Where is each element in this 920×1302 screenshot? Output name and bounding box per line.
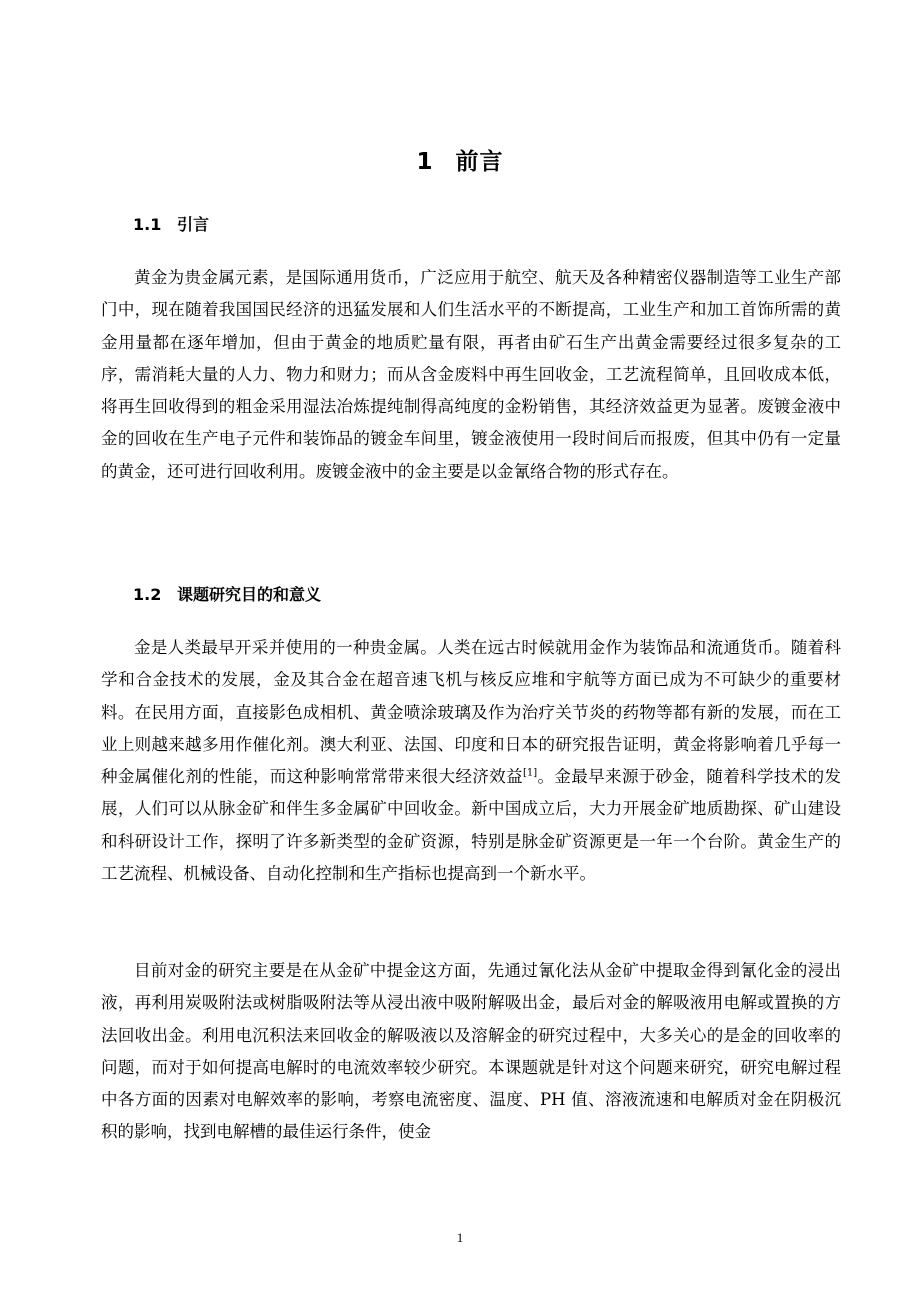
chapter-number: 1 (416, 149, 434, 175)
page-number: 1 (456, 1230, 464, 1245)
section-title-text: 引言 (177, 215, 210, 234)
paragraph-purpose (101, 632, 841, 890)
chapter-title (0, 143, 920, 176)
paragraph-text-continued: 。金最早来源于砂金，随着科学技术的发展，人们可以从脉金矿和伴生多金属矿中回收金。新中国成立后，大力开展金矿地质勘探、矿山建设和科研设计工作，探明了许多新类型的金矿资源，特别是脉金矿资源更是一年一个台阶。黄金生产的工艺流程、机械设备、自动化控制和生产指标也提高到一个新水平。 (101, 767, 842, 884)
section-number: 1.2 (133, 585, 162, 604)
section-heading-1-1 (133, 212, 209, 235)
section-heading-1-2 (133, 582, 321, 605)
section-title-text: 课题研究目的和意义 (177, 585, 322, 604)
paragraph-text: 金是人类最早开采并使用的一种贵金属。人类在远古时候就用金作为装饰品和流通货币。随着科学和合金技术的发展，金及其合金在超音速飞机与核反应堆和宇航等方面已成为不可缺少的重要材料。在民用方面，直接影色成相机、黄金喷涂玻璃及作为治疗关节炎的药物等都有新的发展，而在工业上则越来越多用作催化剂。澳大利亚、法国、印度和日本的研究报告证明，黄金将影响着几乎每一种金属催化剂的性能，而这种影响常常带来很大经济效益 (101, 638, 841, 787)
paragraph-research-status: 目前对金的研究主要是在从金矿中提金这方面，先通过氰化法从金矿中提取金得到氰化金的浸出液，再利用炭吸附法或树脂吸附法等从浸出液中吸附解吸出金，最后对金的解吸液用电解或置换的方法回收出金。利用电沉积法来回收金的解吸液以及溶解金的研究过程中，大多关心的是金的回收率的问题，而对于如何提高电解时的电流效率较少研究。本课题就是针对这个问题来研究，研究电解过程中各方面的因素对电解效率的影响，考察电流密度、温度、PH 值、溶液流速和电解质对金在阴极沉积的影响，找到电解槽的最佳运行条件，使金 (101, 961, 841, 1142)
citation-ref[interactable]: [1] (523, 767, 538, 779)
paragraph-introduction: 黄金为贵金属元素，是国际通用货币，广泛应用于航空、航天及各种精密仪器制造等工业生产部门中，现在随着我国国民经济的迅猛发展和人们生活水平的不断提高，工业生产和加工首饰所需的黄金用量都在逐年增加，但由于黄金的地质贮量有限，再者由矿石生产出黄金需要经过很多复杂的工序，需消耗大量的人力、物力和财力；而从含金废料中再生回收金，工艺流程简单，且回收成本低，将再生回收得到的粗金采用湿法冶炼提纯制得高纯度的金粉销售，其经济效益更为显著。废镀金液中金的回收在生产电子元件和装饰品的镀金车间里，镀金液使用一段时间后而报废，但其中仍有一定量的黄金，还可进行回收利用。废镀金液中的金主要是以金氰络合物的形式存在。 (101, 268, 841, 481)
section-number: 1.1 (133, 215, 162, 234)
chapter-title-text: 前言 (455, 149, 504, 175)
